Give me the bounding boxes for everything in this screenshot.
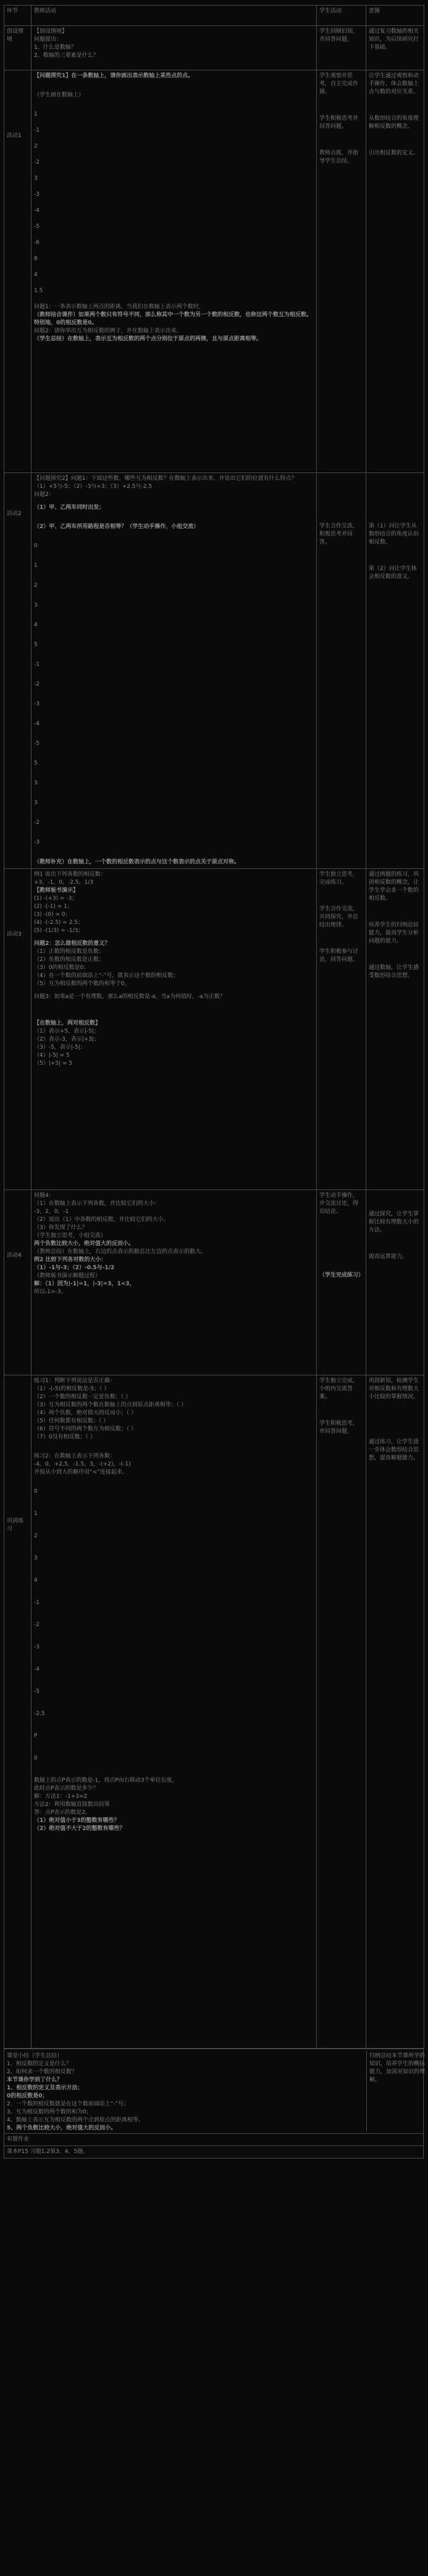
intent-note: 培养学生的归纳总结能力，提高学生分析问题的能力。	[369, 922, 419, 944]
intent-note: 引出相反数的定义。	[369, 150, 419, 156]
axis-number: -3	[34, 191, 40, 198]
text-line: （教师板书演示解题过程）	[34, 1273, 101, 1279]
text-line: 问题4：	[34, 1193, 54, 1199]
text-line: （教师总结）在数轴上，右边的点表示的数总比左边的点表示的数大。	[34, 1249, 207, 1255]
text-line: 两个负数比较大小，绝对值大的反而小。	[34, 1241, 135, 1247]
stage-row-activity3	[4, 869, 424, 1190]
student-note: 学生独立完成，小组内交流答案。	[319, 1378, 359, 1400]
axis-number: P	[34, 1733, 38, 1739]
summary-text	[7, 2051, 316, 2131]
summary-section	[4, 2049, 426, 2134]
axis-number: 3	[34, 602, 38, 608]
axis-number: -2	[34, 820, 40, 826]
text-line: 此时点P表示的数是多少？	[34, 1785, 99, 1792]
conclusion-text: （教师补充）在数轴上，一个数的相反数表示的点与这个数表示的点关于原点对称。	[34, 859, 240, 865]
student-note: 学生积极思考，并回答问题。	[319, 1420, 359, 1435]
header-stage: 环节	[4, 6, 31, 26]
text-line: (5) -(1/3) = -1/3；	[34, 928, 84, 934]
intent-note: 通过数轴，让学生感受数形结合思想。	[369, 965, 419, 979]
axis-number: 3	[34, 780, 38, 786]
text-line: （3）0的相反数是0；	[34, 965, 90, 971]
problem-text: 【问题探究1】在一条数轴上，请你画出表示数轴上某些点的点。	[34, 73, 194, 79]
student-note: 学生合作交流，共同探究，并总结出规律。	[319, 906, 359, 928]
text-line: （5）|+5| = 5	[34, 1060, 73, 1067]
text-line: 课堂小结（学生总结）	[7, 2053, 63, 2059]
text-line: （2）甲、乙两车所用路程是否相等？（学生动手操作，小组交流）	[34, 524, 199, 530]
axis-number: 4	[34, 272, 38, 278]
design-intent	[366, 473, 424, 869]
axis-number: 8	[34, 256, 38, 262]
intent-note: 通过练习，让学生进一步体会数形结合思想，提高解题能力。	[369, 1439, 419, 1461]
student-note: 学生观察并思考，自主完成作图。	[319, 73, 359, 95]
text-line: 0的相反数是0；	[7, 2093, 48, 2099]
header-teacher: 教师活动	[31, 6, 317, 26]
text-line: 答：点P表示的数是2。	[34, 1810, 91, 1816]
teacher-activity	[31, 473, 317, 869]
axis-number: 1	[34, 1511, 38, 1517]
student-activity: 学生回顾旧知，并回答问题。	[317, 26, 366, 70]
text-line: 问题2：怎么做相反数的意义？	[34, 941, 111, 947]
teacher-activity	[31, 70, 317, 473]
teacher-activity	[31, 26, 317, 70]
stage-label: 活动1	[4, 70, 31, 473]
intent-note: 通过探究，让学生掌握比较有理数大小的方法。	[369, 1211, 419, 1233]
axis-number: -1	[34, 661, 40, 668]
text-line: （学生独立思考，小组交流）	[34, 1233, 107, 1239]
text-line: （1）甲、乙两车同时出发；	[34, 505, 105, 511]
axis-number: 0	[34, 543, 38, 549]
homework-line: 课本P15 习题1.2第3、4、5题。	[7, 2149, 89, 2155]
text-line: 【问题探究2】问题1：下面这些数，哪些互为相反数？在数轴上表示出来，并说出它们的位置有什么特点？	[34, 476, 297, 482]
lesson-table	[4, 5, 424, 2049]
intent-note: 通过例题的练习，巩固相反数的概念，让学生学会求一个数的相反数。	[369, 871, 419, 902]
text-line: （2）绝对值不大于2的整数有哪些？	[34, 1826, 125, 1832]
fraction-number: 1.5	[34, 288, 43, 294]
text-line: (3) -(0) = 0；	[34, 912, 71, 918]
stage-row-activity2	[4, 473, 424, 869]
text-line: 方法2：利用数轴直接数出结果	[34, 1802, 110, 1808]
text-line: （1）表示+5，表示|-5|；	[34, 1028, 100, 1034]
axis-number: 4	[34, 622, 38, 628]
text-line: 并按从小到大的顺序用“<”连接起来。	[34, 1469, 128, 1475]
text-line: 问题2：请你举出互为相反数的例子，并在数轴上表示出来。	[34, 328, 182, 334]
stage-label: 活动2	[4, 473, 31, 869]
text-line: （3）互为相反数的两个数在数轴上的点到原点距离相等；（ ）	[34, 1402, 187, 1408]
student-note: 教师点拨，并指导学生总结。	[319, 150, 359, 164]
table-header	[4, 6, 424, 26]
text-line: 本节课你学到了什么？	[7, 2077, 63, 2083]
axis-number: 3	[34, 1555, 38, 1561]
stage-label: 活动4	[4, 1190, 31, 1375]
text-line: （3）你发现了什么？	[34, 1225, 88, 1231]
text-line: （6）符号不同的两个数互为相反数；（ ）	[34, 1426, 137, 1432]
stage-label: 活动3	[4, 869, 31, 1190]
hint-text: （学生画在数轴上）	[34, 92, 85, 98]
student-note: 学生独立思考，完成练习。	[319, 871, 359, 886]
text-line: 练习2：在数轴上表示下列各数：	[34, 1453, 115, 1459]
stage-row-activity1	[4, 70, 424, 473]
text-line: （学生总结）在数轴上，表示互为相反数的两个点分别位于原点的两侧，且与原点距离相等。	[34, 336, 262, 342]
text-line: 所以-1>-3。	[34, 1289, 67, 1295]
text-line: （1）-(-5)的相反数是-5；（ ）	[34, 1386, 110, 1392]
axis-number: -3	[34, 839, 40, 845]
header-student: 学生活动	[317, 6, 366, 26]
teacher-activity	[31, 869, 317, 1190]
text-line: 解：方法1：-1+3=2	[34, 1794, 88, 1800]
stage-row-practice	[4, 1375, 424, 2049]
intent-note: 巩固新知，检测学生对相反数和有理数大小比较的掌握情况。	[369, 1378, 419, 1400]
text-line: （1）在数轴上表示下列各数，并比较它们的大小：	[34, 1201, 160, 1207]
axis-number: -3	[34, 1644, 40, 1650]
design-intent	[366, 869, 424, 1190]
axis-number: 1	[34, 111, 38, 117]
student-activity	[317, 1375, 366, 2049]
text-line: 解：（1）因为|-1|=1，|-3|=3，1<3，	[34, 1281, 135, 1287]
student-activity	[317, 70, 366, 473]
axis-number: 2	[34, 582, 38, 589]
intent-note: 第（1）问让学生从数形结合的角度认识相反数。	[369, 523, 419, 545]
text-line: 2、一个数的相反数就是在这个数前面添上“-”号；	[7, 2101, 130, 2107]
text-line: （5）互为相反数的两个数的和等于0。	[34, 981, 130, 987]
text-line: （7）0没有相反数；（ ）	[34, 1434, 96, 1440]
text-line: 1、相反数的定义及表示方法；	[7, 2085, 83, 2091]
axis-number: -4	[34, 721, 40, 727]
text-line: -3，2，0，-1	[34, 1209, 69, 1215]
header-intent: 意图	[366, 6, 424, 26]
design-intent	[366, 1375, 424, 2049]
axis-number: -3	[34, 701, 40, 707]
text-line: 数轴上的点P表示的数是-1，将点P向右移动3个单位长度，	[34, 1777, 178, 1784]
text-line: 5、两个负数比较大小，绝对值大的反而小。	[7, 2125, 117, 2131]
axis-number: 3	[34, 800, 38, 806]
text-line: 1、相反数的定义是什么？	[7, 2061, 72, 2067]
axis-number: 2	[34, 1533, 38, 1539]
axis-number: -4	[34, 208, 40, 214]
text-line: (2) -(-1) = 1；	[34, 904, 73, 910]
homework-title: 布置作业	[4, 2134, 423, 2146]
text-line: 2、数轴的三要素是什么？	[34, 52, 99, 59]
text-line: （1）-1与-3；（2）-0.5与-1/2	[34, 1265, 115, 1271]
intent-note: 第（2）问让学生体会相反数的意义。	[369, 566, 417, 580]
student-note: （学生完成练习）	[319, 1272, 364, 1278]
text-line: (1) -(+3) = -3；	[34, 896, 78, 902]
text-line: 练习1：判断下列说法是否正确：	[34, 1378, 115, 1384]
axis-number: -5	[34, 740, 40, 747]
text-line: （2）负数的相反数是正数；	[34, 957, 104, 963]
axis-number: 0	[34, 1488, 38, 1495]
text-line: （5）任何数都有相反数；（ ）	[34, 1418, 109, 1424]
text-line: 3、互为相反数的两个数的和为0；	[7, 2109, 92, 2115]
student-activity	[317, 1190, 366, 1375]
design-intent	[366, 1190, 424, 1375]
axis-number: 3	[34, 175, 38, 182]
lesson-footer	[4, 2049, 424, 2159]
text-line: （2）说出（1）中各数的相反数，并比较它们的大小。	[34, 1217, 169, 1223]
stage-row-intro	[4, 26, 424, 70]
axis-number: 5	[34, 760, 38, 766]
text-line: （4）|-5| = 5	[34, 1052, 70, 1059]
stage-row-activity4	[4, 1190, 424, 1375]
stage-label: 创设情境	[4, 26, 31, 70]
axis-number: -4	[34, 1666, 40, 1672]
axis-number: 2	[34, 143, 38, 149]
text-line: 1、什么是数轴？	[34, 44, 77, 51]
axis-number: 0	[34, 1755, 38, 1761]
text-line: （1）+5与-5；（2）-3与+3；（3）+2.5与-2.5	[34, 484, 153, 490]
intent-note: 提高运算能力。	[369, 1254, 408, 1260]
text-line: （1）正数的相反数是负数；	[34, 949, 104, 955]
text-line: （4）两个负数，绝对值大的反而小；（ ）	[34, 1410, 137, 1416]
axis-number: -2.5	[34, 1711, 45, 1717]
text-line: 例1 说出下列各数的相反数：	[34, 871, 106, 878]
text-line: （2）表示-3，表示|+3|；	[34, 1036, 100, 1043]
axis-number: 4	[34, 1577, 38, 1584]
text-line: 4、数轴上表示互为相反数的两个点到原点的距离相等。	[7, 2117, 144, 2123]
axis-number: -1	[34, 127, 40, 133]
lesson-plan	[4, 5, 424, 2571]
text-line: （4）在一个数的前面添上“-”号，就表示这个数的相反数；	[34, 973, 179, 979]
axis-number: -2	[34, 159, 40, 166]
axis-number: -5	[34, 1689, 40, 1695]
axis-number: 5	[34, 642, 38, 648]
summary-intent: 归纳总结本节课所学的知识，培养学生的概括能力，加深对知识的理解。	[366, 2051, 425, 2131]
text-line: 问题3：如果a是一个有理数，那么a的相反数是-a，当a为何值时，-a为正数？	[34, 994, 225, 1000]
text-line: （1）绝对值小于3的整数有哪些？	[34, 1818, 120, 1824]
text-line: 问题2：	[34, 492, 54, 498]
student-activity	[317, 473, 366, 869]
text-line: （2）一个数的相反数一定是负数；（ ）	[34, 1394, 132, 1400]
student-note: 学生积极参与讨论，回答问题。	[319, 949, 359, 963]
teacher-activity	[31, 1375, 317, 2049]
teacher-activity	[31, 1190, 317, 1375]
axis-number: -2	[34, 681, 40, 687]
text-line: 问题提出：	[34, 36, 62, 43]
text-line: 问题1：一条表示数轴上两点的距离，当我们在数轴上表示两个数时，	[34, 304, 204, 310]
student-note: 学生动手操作，并交流讨论，得出结论。	[319, 1193, 359, 1215]
text-line: 【在数轴上，两对相反数】	[34, 1020, 101, 1026]
intent-note: 从数形结合的角度理解相反数的概念。	[369, 115, 419, 130]
text-line: 【创设情境】	[34, 28, 68, 35]
text-line: -4，0，+2.5，-1.5，3，-(+2)，-(-1)	[34, 1461, 131, 1467]
text-line: 例2 比较下列各对数的大小：	[34, 1257, 107, 1263]
text-line: （3）-5，表示|-5|；	[34, 1044, 86, 1051]
axis-number: -2	[34, 1622, 40, 1628]
stage-label: 巩固练习	[4, 1375, 31, 2049]
student-note: 学生积极思考并回答问题。	[319, 115, 359, 130]
axis-number: -1	[34, 1600, 40, 1606]
text-line: 2、如何求一个数的相反数？	[7, 2069, 77, 2075]
axis-number: -5	[34, 224, 40, 230]
axis-number: 1	[34, 563, 38, 569]
text-line: （教师结合课件）如果两个数只有符号不同，那么称其中一个数为另一个数的相反数，也称这两个数互为相反数。特别地，0的相反数是0。	[34, 312, 313, 326]
text-line: 【教师板书演示】	[34, 887, 79, 894]
student-activity	[317, 869, 366, 1190]
text-line: +3，-1，0，-2.5，1/3	[34, 879, 94, 886]
design-intent: 通过复习数轴的相关知识，为后续研究打下基础。	[366, 26, 424, 70]
axis-number: -6	[34, 240, 40, 246]
text-line: (4) -(-2.5) = 2.5；	[34, 920, 84, 926]
student-note: 学生合作交流，积极思考并回答。	[319, 523, 359, 545]
design-intent	[366, 70, 424, 473]
intent-note: 让学生通过观察和动手操作，体会数轴上点与数的对应关系。	[369, 73, 419, 95]
